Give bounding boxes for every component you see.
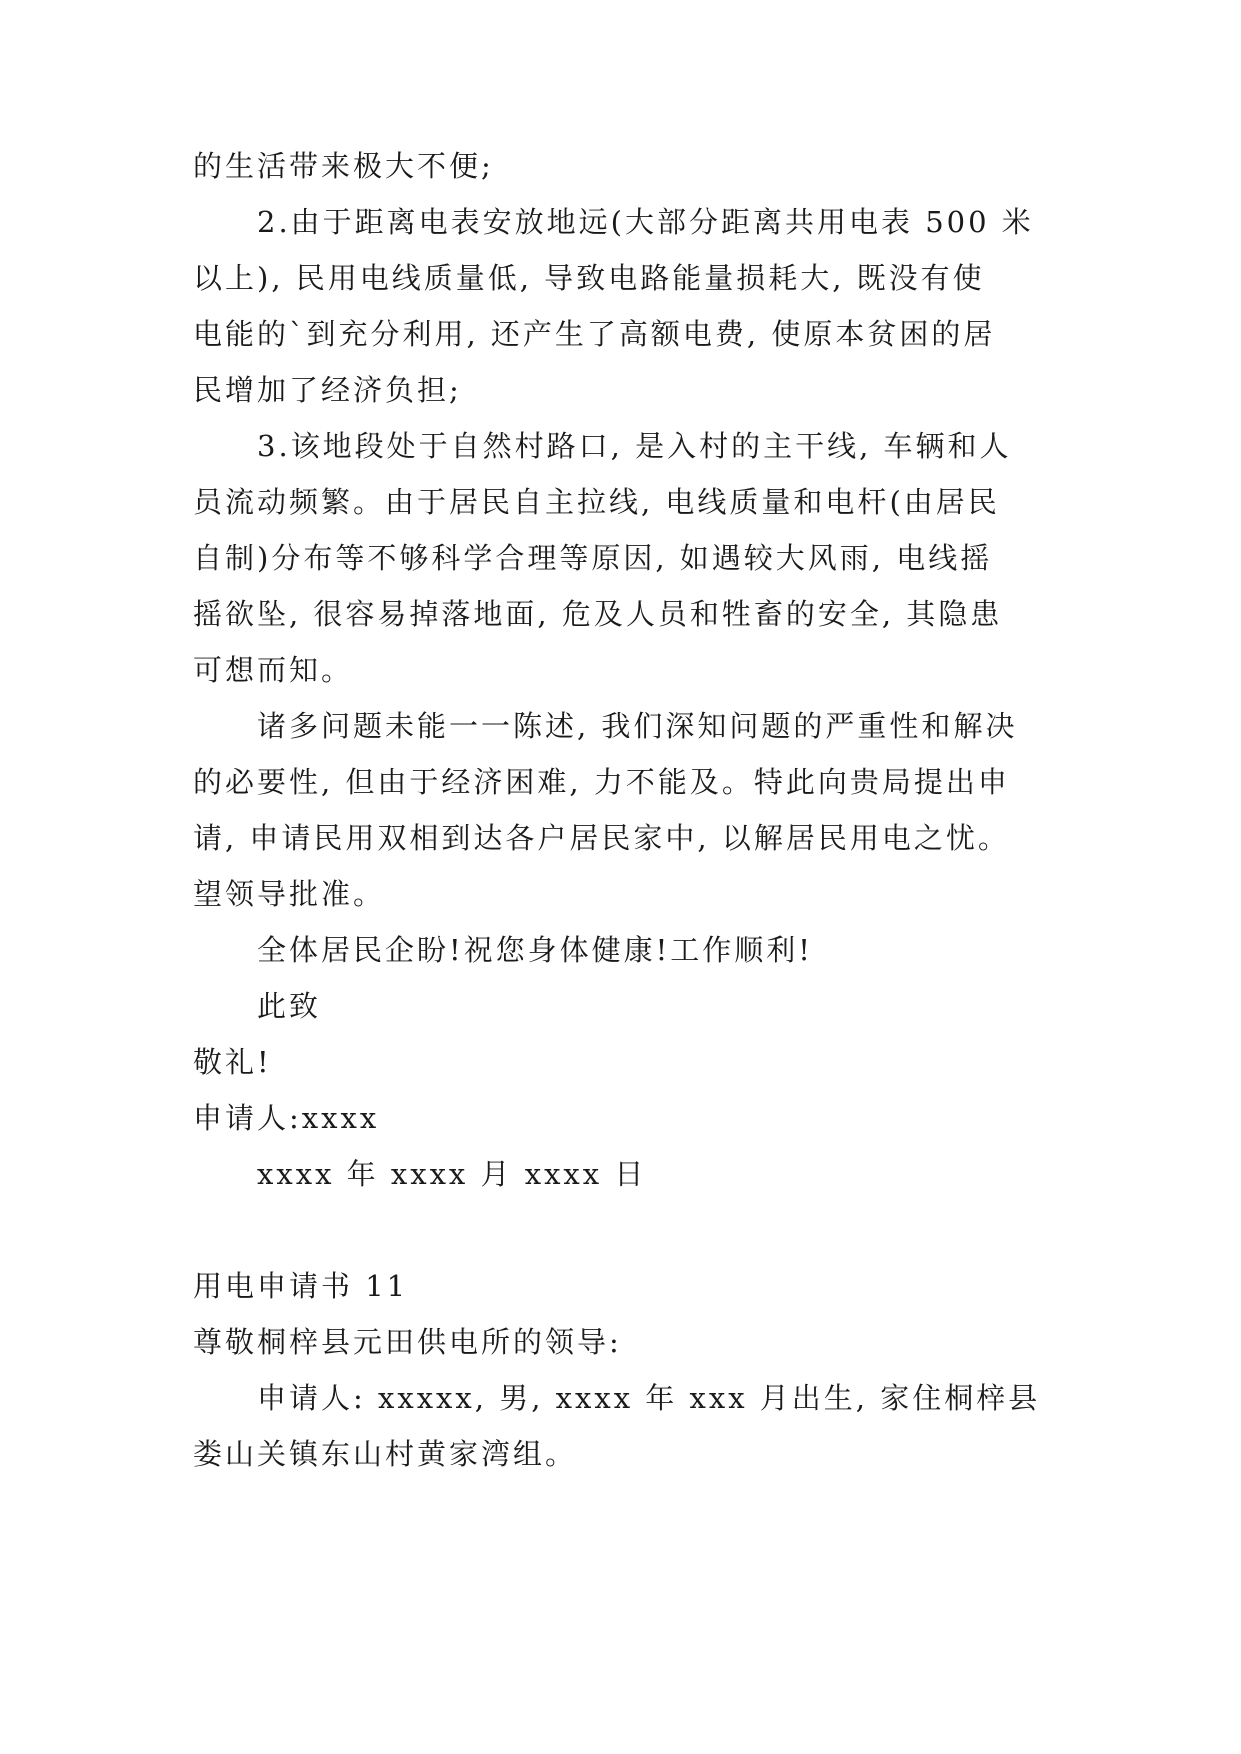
text-line: 申请人:xxxx — [193, 1101, 380, 1135]
text-line: 娄山关镇东山村黄家湾组。 — [193, 1437, 578, 1471]
text-line: 申请人: xxxxx, 男, xxxx 年 xxx 月出生, 家住桐梓县 — [257, 1381, 1041, 1415]
text-line: 员流动频繁。由于居民自主拉线, 电线质量和电杆(由居民 — [193, 485, 1000, 519]
text-line: 民增加了经济负担; — [193, 373, 462, 407]
section-title: 用电申请书 11 — [193, 1269, 409, 1303]
text-line: 2.由于距离电表安放地远(大部分距离共用电表 500 米 — [257, 205, 1034, 239]
text-line: 诸多问题未能一一陈述, 我们深知问题的严重性和解决 — [257, 709, 1018, 743]
text-line: 电能的`到充分利用, 还产生了高额电费, 使原本贫困的居 — [193, 317, 996, 351]
text-line: 请, 申请民用双相到达各户居民家中, 以解居民用电之忧。 — [193, 821, 1010, 855]
text-line: 自制)分布等不够科学合理等原因, 如遇较大风雨, 电线摇 — [193, 541, 993, 575]
text-line: 此致 — [257, 989, 322, 1023]
text-line: xxxx 年 xxxx 月 xxxx 日 — [257, 1157, 647, 1191]
text-line: 尊敬桐梓县元田供电所的领导: — [193, 1325, 622, 1359]
text-line: 的必要性, 但由于经济困难, 力不能及。特此向贵局提出申 — [193, 765, 1010, 799]
text-line: 全体居民企盼!祝您身体健康!工作顺利! — [257, 933, 813, 967]
text-line: 3.该地段处于自然村路口, 是入村的主干线, 车辆和人 — [257, 429, 1012, 463]
text-line: 敬礼! — [193, 1045, 272, 1079]
text-line: 的生活带来极大不便; — [193, 149, 494, 183]
text-line: 摇欲坠, 很容易掉落地面, 危及人员和牲畜的安全, 其隐患 — [193, 597, 1003, 631]
text-line: 可想而知。 — [193, 653, 354, 687]
text-line: 望领导批准。 — [193, 877, 386, 911]
text-line: 以上), 民用电线质量低, 导致电路能量损耗大, 既没有使 — [193, 261, 985, 295]
